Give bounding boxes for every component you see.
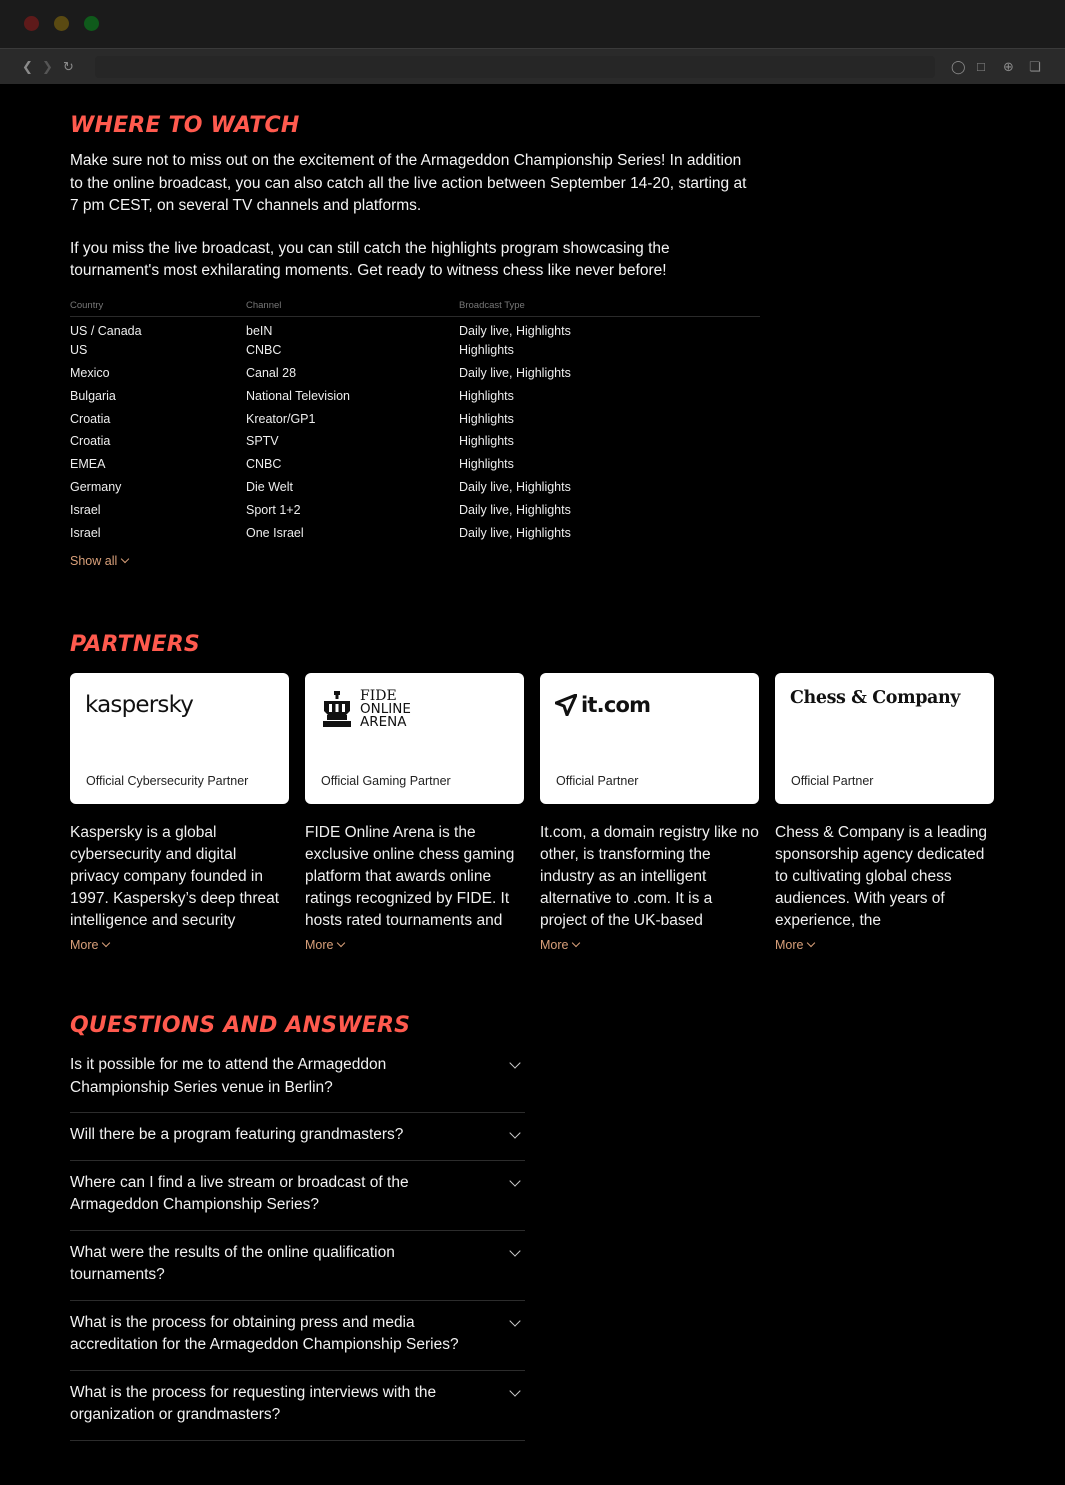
- where-to-watch-section: [70, 113, 760, 568]
- table-header-channel: Channel: [246, 300, 459, 317]
- country-cell: EMEA: [70, 457, 106, 472]
- partner-description: Kaspersky is a global cybersecurity and digital privacy company founded in 1997. Kaspersky’s deep threat intelligence and security: [70, 824, 280, 929]
- channel-cell: CNBC: [246, 457, 282, 472]
- partner-card[interactable]: [70, 673, 289, 804]
- chess-and-company-logo-text: Chess & Company: [790, 688, 961, 708]
- chevron-down-icon: [121, 555, 129, 563]
- partner-description: FIDE Online Arena is the exclusive online chess gaming platform that awards online ratings recognized by FIDE. It hosts rated tournaments and: [305, 824, 515, 929]
- country-cell: Israel: [70, 502, 101, 517]
- country-cell: US / Canada: [70, 323, 142, 338]
- kaspersky-logo: [85, 685, 193, 725]
- more-button[interactable]: [70, 938, 289, 952]
- more-button[interactable]: [305, 938, 524, 952]
- channel-cell: Sport 1+2: [246, 502, 301, 517]
- partner-role: Official Partner: [791, 774, 874, 788]
- more-label: More: [540, 938, 569, 952]
- partners-title: PARTNERS: [70, 632, 200, 657]
- window-titlebar: [0, 0, 1065, 48]
- broadcast-type-cell: Daily live, Highlights: [459, 525, 571, 540]
- channel-cell: SPTV: [246, 434, 279, 449]
- share-icon[interactable]: □: [977, 59, 985, 74]
- where-to-watch-paragraph-2: If you miss the live broadcast, you can still catch the highlights program showcasing the tournament's most exhilarating moments. Get ready to witness chess like never before!: [70, 239, 670, 279]
- faq-question: Is it possible for me to attend the Armageddon Championship Series venue in Berlin?: [70, 1056, 387, 1096]
- table-row: [70, 407, 760, 430]
- table-row: [70, 521, 760, 544]
- partner-role: Official Cybersecurity Partner: [86, 774, 249, 788]
- faq-question: What is the process for obtaining press and media accreditation for the Armageddon Championship Series?: [70, 1313, 459, 1353]
- table-row: [70, 453, 760, 476]
- table-row: [70, 316, 760, 339]
- kaspersky-logo-text: kaspersky: [85, 692, 194, 718]
- download-icon[interactable]: ◯: [951, 59, 966, 74]
- table-header-broadcast-type: Broadcast Type: [459, 300, 760, 317]
- fide-online-arena-logo: [320, 689, 411, 729]
- channel-cell: beIN: [246, 323, 273, 338]
- country-cell: Mexico: [70, 365, 110, 380]
- partner-role: Official Partner: [556, 774, 639, 788]
- chevron-down-icon: [509, 1127, 520, 1138]
- faq-title: QUESTIONS AND ANSWERS: [70, 1013, 411, 1038]
- it-com-logo: [555, 685, 650, 725]
- channel-cell: Canal 28: [246, 365, 297, 380]
- maximize-window-button[interactable]: [84, 16, 99, 31]
- channel-cell: Die Welt: [246, 479, 294, 494]
- partner-card[interactable]: [540, 673, 759, 804]
- broadcast-type-cell: Daily live, Highlights: [459, 502, 571, 517]
- more-label: More: [305, 938, 334, 952]
- faq-section: [70, 1013, 525, 1441]
- browser-toolbar: [0, 48, 1065, 84]
- country-cell: Croatia: [70, 434, 111, 449]
- country-cell: Germany: [70, 479, 122, 494]
- fide-logo-line-1: FIDE: [360, 687, 397, 704]
- chess-king-icon: [320, 691, 354, 727]
- where-to-watch-paragraph-1: Make sure not to miss out on the excitement of the Armageddon Championship Series! In addition to the online broadcast, you can also catch all the live action between September 14-20, starting at 7 pm CEST, on several TV channels and platforms.: [70, 152, 747, 214]
- fide-logo-line-2: ONLINE: [360, 700, 411, 717]
- chess-and-company-logo: [790, 678, 960, 718]
- table-row: [70, 339, 760, 362]
- broadcast-type-cell: Daily live, Highlights: [459, 365, 571, 380]
- faq-list: [70, 1054, 525, 1441]
- faq-question: Where can I find a live stream or broadcast of the Armageddon Championship Series?: [70, 1173, 409, 1213]
- partners-section: [70, 632, 995, 952]
- channel-cell: CNBC: [246, 343, 282, 358]
- chevron-down-icon: [337, 939, 345, 947]
- it-com-logo-text: it.com: [581, 693, 651, 717]
- faq-item[interactable]: [70, 1113, 525, 1161]
- broadcast-type-cell: Daily live, Highlights: [459, 323, 571, 338]
- table-row: [70, 498, 760, 521]
- more-button[interactable]: [775, 938, 994, 952]
- fide-logo-line-3: ARENA: [360, 713, 407, 730]
- chevron-down-icon: [509, 1175, 520, 1186]
- chevron-down-icon: [509, 1315, 520, 1326]
- broadcast-type-cell: Highlights: [459, 411, 514, 426]
- country-cell: Croatia: [70, 411, 111, 426]
- country-cell: US: [70, 343, 88, 358]
- channel-cell: Kreator/GP1: [246, 411, 316, 426]
- faq-item[interactable]: [70, 1231, 525, 1301]
- channel-cell: One Israel: [246, 525, 304, 540]
- table-row: [70, 384, 760, 407]
- reload-icon[interactable]: ↻: [63, 59, 74, 74]
- channel-cell: National Television: [246, 388, 350, 403]
- more-label: More: [70, 938, 99, 952]
- chevron-down-icon: [509, 1245, 520, 1256]
- chevron-down-icon: [509, 1385, 520, 1396]
- chevron-down-icon: [572, 939, 580, 947]
- chevron-down-icon: [509, 1057, 520, 1068]
- faq-item[interactable]: [70, 1054, 525, 1113]
- partner-card[interactable]: [305, 673, 524, 804]
- partner-fide-online-arena: [305, 673, 524, 952]
- broadcast-table: [70, 300, 760, 544]
- new-tab-icon[interactable]: ⊕: [1003, 59, 1014, 74]
- partner-card[interactable]: [775, 673, 994, 804]
- chevron-right-icon[interactable]: ❯: [42, 59, 53, 74]
- partner-description: Chess & Company is a leading sponsorship agency dedicated to cultivating global chess audiences. With years of experience, the: [775, 824, 987, 929]
- faq-question: Will there be a program featuring grandmasters?: [70, 1126, 404, 1143]
- table-row: [70, 362, 760, 385]
- broadcast-type-cell: Highlights: [459, 457, 514, 472]
- show-all-button[interactable]: [70, 554, 760, 568]
- faq-item[interactable]: [70, 1301, 525, 1371]
- faq-item[interactable]: [70, 1371, 525, 1441]
- paper-plane-icon: [555, 694, 577, 716]
- partner-kaspersky: [70, 673, 289, 952]
- more-label: More: [775, 938, 804, 952]
- partner-description: It.com, a domain registry like no other, is transforming the industry as an intelligent alternative to .com. It is a project of the UK-based: [540, 824, 759, 929]
- table-header-country: Country: [70, 300, 246, 317]
- chevron-down-icon: [807, 939, 815, 947]
- faq-question: What were the results of the online qualification tournaments?: [70, 1243, 395, 1283]
- partner-chess-and-company: [775, 673, 994, 952]
- close-window-button[interactable]: [24, 16, 39, 31]
- country-cell: Bulgaria: [70, 388, 116, 403]
- broadcast-type-cell: Highlights: [459, 434, 514, 449]
- address-bar[interactable]: [95, 56, 935, 78]
- country-cell: Israel: [70, 525, 101, 540]
- partner-it-com: [540, 673, 759, 952]
- table-row: [70, 430, 760, 453]
- tabs-overview-icon[interactable]: ❏: [1029, 59, 1041, 74]
- more-button[interactable]: [540, 938, 759, 952]
- broadcast-type-cell: Highlights: [459, 343, 514, 358]
- fide-logo-text: [360, 687, 411, 730]
- chevron-down-icon: [102, 939, 110, 947]
- where-to-watch-title: WHERE TO WATCH: [70, 113, 300, 138]
- faq-item[interactable]: [70, 1161, 525, 1231]
- partner-role: Official Gaming Partner: [321, 774, 451, 788]
- table-row: [70, 476, 760, 499]
- broadcast-type-cell: Highlights: [459, 388, 514, 403]
- minimize-window-button[interactable]: [54, 16, 69, 31]
- broadcast-type-cell: Daily live, Highlights: [459, 479, 571, 494]
- faq-question: What is the process for requesting interviews with the organization or grandmasters?: [70, 1383, 437, 1423]
- chevron-left-icon[interactable]: ❮: [22, 59, 33, 74]
- show-all-label: Show all: [70, 553, 118, 568]
